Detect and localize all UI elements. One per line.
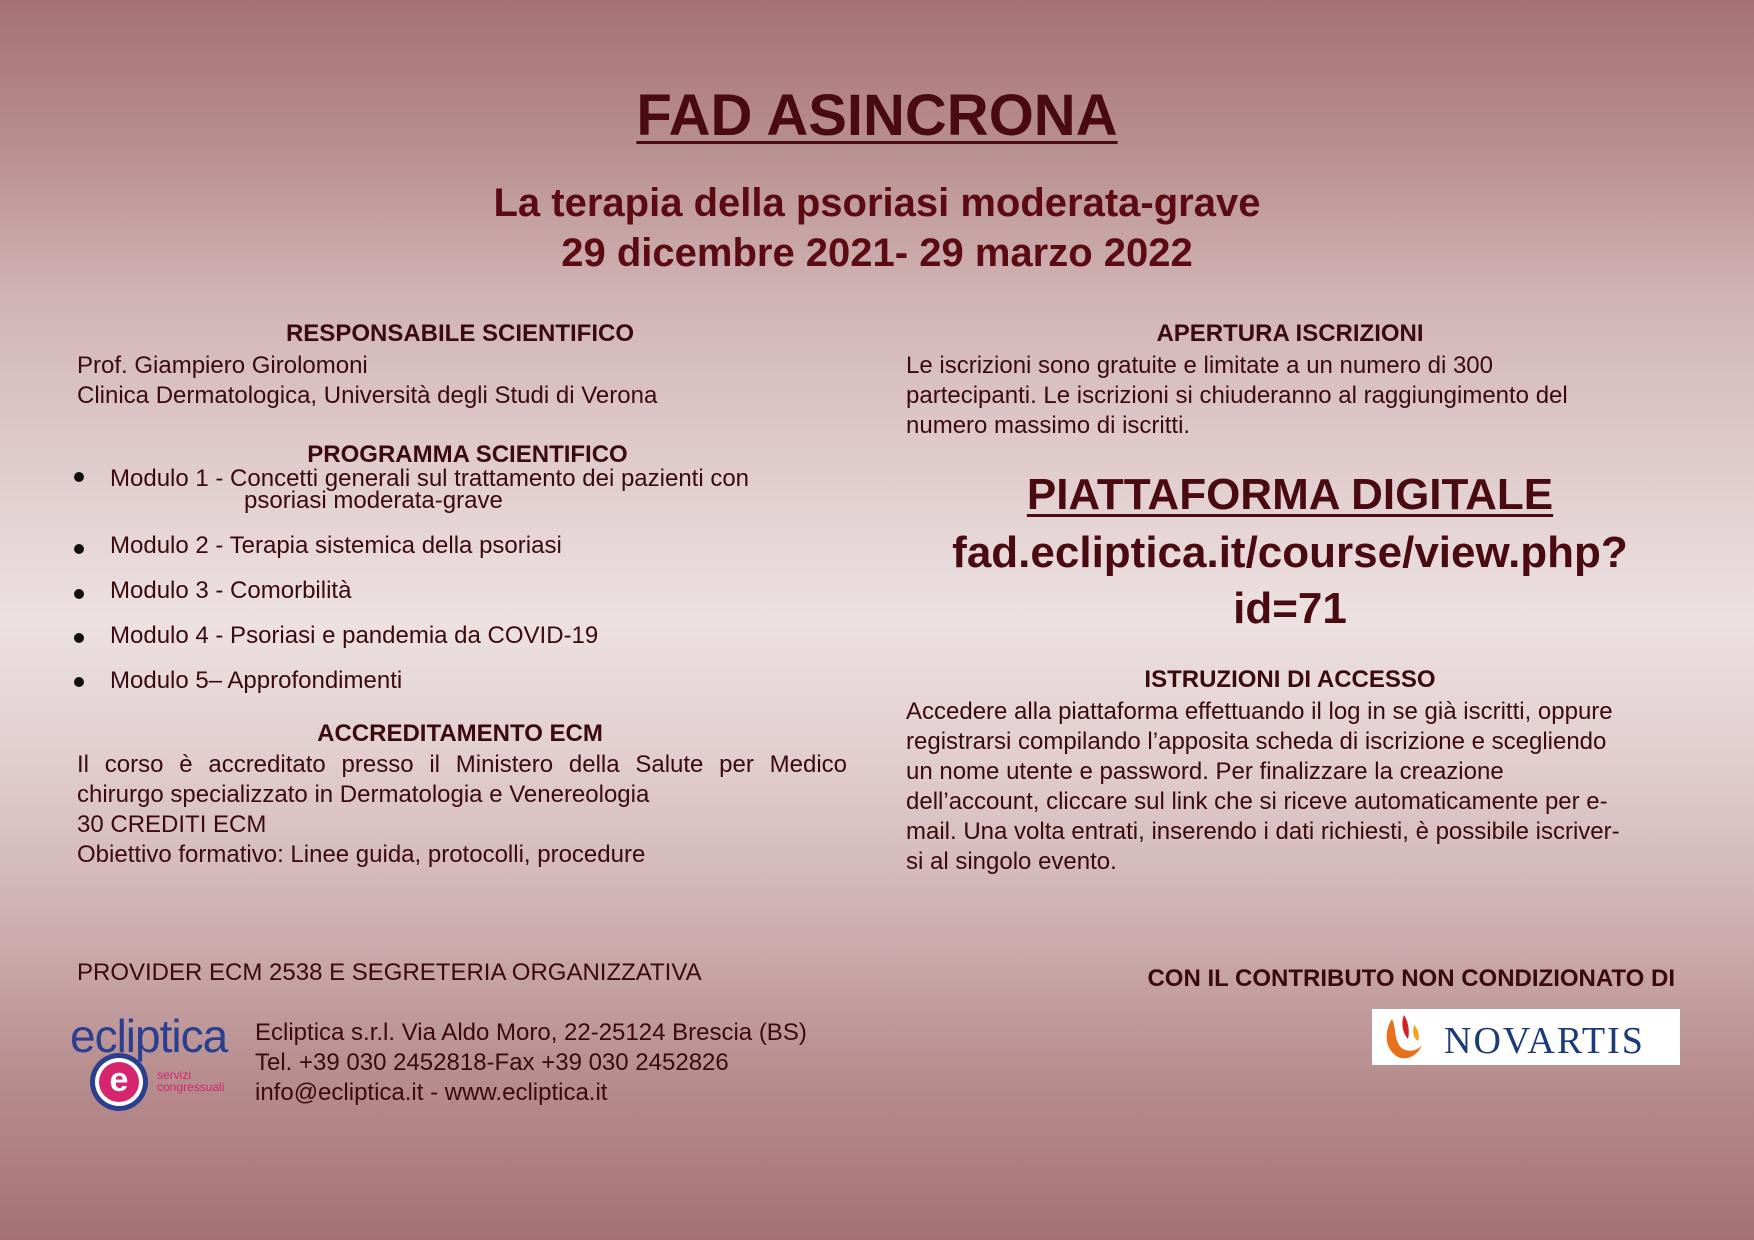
accreditamento-block [77,750,847,870]
module-4: Modulo 4 - Psoriasi e pandemia da COVID-19 [110,622,599,649]
accreditamento-heading: ACCREDITAMENTO ECM [317,720,603,747]
bullet-icon [74,472,84,482]
ecliptica-logo [70,1010,245,1115]
iscrizioni-block [906,351,1568,441]
bullet-icon [74,677,84,687]
bullet-icon [74,544,84,554]
company-contacts[interactable]: info@ecliptica.it - www.ecliptica.it [255,1079,608,1106]
logo-e-icon: e [99,1062,139,1102]
company-address: Ecliptica s.r.l. Via Aldo Moro, 22-25124 Brescia (BS) [255,1019,807,1046]
iscrizioni-heading: APERTURA ISCRIZIONI [1156,320,1424,347]
novartis-flame-icon [1378,1009,1438,1065]
istruzioni-line: un nome utente e password. Per finalizzare la creazione [906,758,1504,785]
istruzioni-heading: ISTRUZIONI DI ACCESSO [1144,666,1436,693]
course-dates: 29 dicembre 2021- 29 marzo 2022 [561,231,1193,275]
module-2: Modulo 2 - Terapia sistemica della psoriasi [110,532,562,559]
logo-tagline [157,1069,224,1093]
course-subtitle [0,178,1754,278]
istruzioni-line: dell’account, cliccare sul link che si riceve automaticamente per e- [906,788,1608,815]
accreditamento-line2: chirurgo specializzato in Dermatologia e Venereologia [77,781,650,808]
platform-url[interactable] [905,525,1675,637]
programma-heading: PROGRAMMA SCIENTIFICO [307,441,628,468]
provider-label: PROVIDER ECM 2538 E SEGRETERIA ORGANIZZATIVA [77,959,702,986]
iscrizioni-line3: numero massimo di iscritti. [906,412,1191,439]
istruzioni-block [906,697,1620,877]
module-1-line2: psoriasi moderata-grave [244,487,503,514]
iscrizioni-line2: partecipanti. Le iscrizioni si chiuderanno al raggiungimento del [906,382,1568,409]
novartis-wordmark: NOVARTIS [1444,1020,1645,1062]
accreditamento-line1: Il corso è accreditato presso il Ministero della Salute per Medico [77,751,847,778]
istruzioni-line: mail. Una volta entrati, inserendo i dati richiesti, è possibile iscriver- [906,818,1620,845]
istruzioni-line: si al singolo evento. [906,848,1117,875]
responsabile-name: Prof. Giampiero Girolomoni [77,352,368,379]
logo-tagline-line2: congressuali [157,1080,225,1094]
logo-tagline-line1: servizi [157,1068,192,1082]
accreditamento-credits: 30 CREDITI ECM [77,811,267,838]
bullet-icon [74,633,84,643]
module-5: Modulo 5– Approfondimenti [110,667,403,694]
logo-wordmark: ecliptica [70,1010,228,1062]
platform-url-line2[interactable]: id=71 [1233,584,1347,633]
module-1-line1: Modulo 1 - Concetti generali sul trattamento dei pazienti con [110,465,750,492]
responsabile-block [77,351,657,411]
istruzioni-line: registrarsi compilando l’apposita scheda di iscrizione e scegliendo [906,728,1607,755]
platform-heading: PIATTAFORMA DIGITALE [1026,470,1554,519]
platform-url-line1[interactable]: fad.ecliptica.it/course/view.php? [952,528,1628,577]
company-phone: Tel. +39 030 2452818-Fax +39 030 2452826 [255,1049,729,1076]
iscrizioni-line1: Le iscrizioni sono gratuite e limitate a un numero di 300 [906,352,1493,379]
istruzioni-line: Accedere alla piattaforma effettuando il log in se già iscritti, oppure [906,698,1613,725]
bullet-icon [74,589,84,599]
novartis-logo [1372,1009,1680,1065]
module-1 [110,465,750,514]
company-info [255,1018,807,1108]
page-title: FAD ASINCRONA [636,83,1118,148]
responsabile-affiliation: Clinica Dermatologica, Università degli Studi di Verona [77,382,658,409]
sponsor-label: CON IL CONTRIBUTO NON CONDIZIONATO DI [1147,965,1675,992]
course-name: La terapia della psoriasi moderata-grave [493,181,1261,225]
module-3: Modulo 3 - Comorbilità [110,577,352,604]
accreditamento-objective: Obiettivo formativo: Linee guida, protocolli, procedure [77,841,646,868]
responsabile-heading: RESPONSABILE SCIENTIFICO [285,320,635,347]
